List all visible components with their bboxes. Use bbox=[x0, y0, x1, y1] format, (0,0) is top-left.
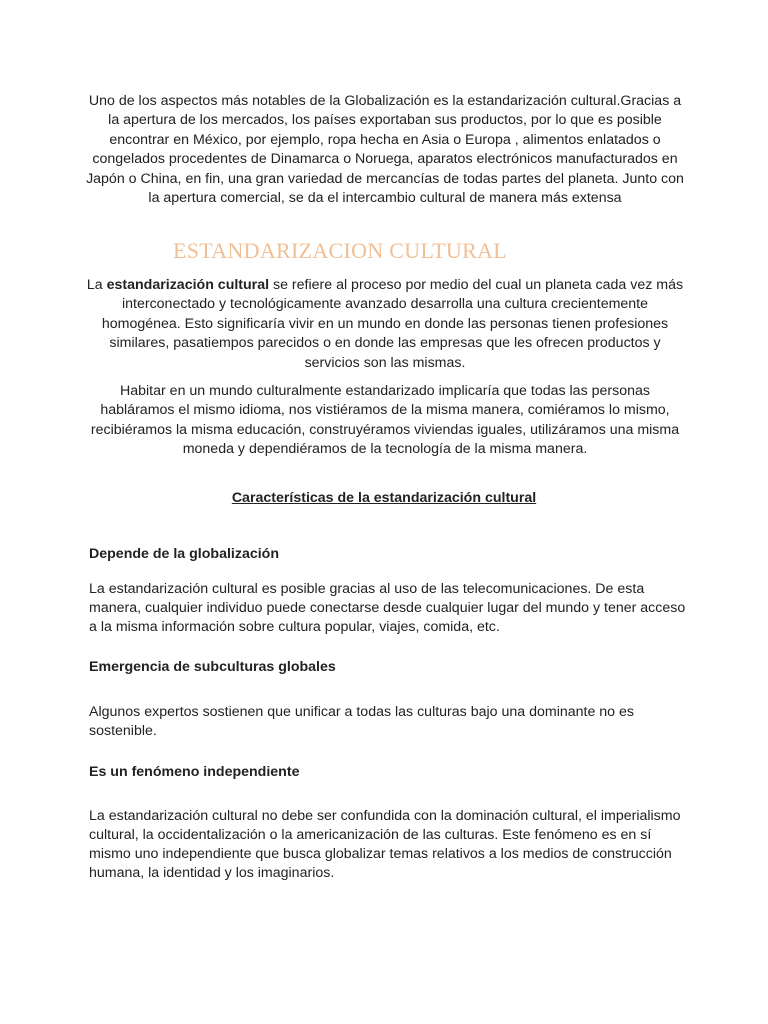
section-heading: Emergencia de subculturas globales bbox=[89, 659, 336, 675]
section-body: Algunos expertos sostienen que unificar a todas las culturas bajo una dominante no es sostenible. bbox=[89, 704, 634, 739]
section-body: La estandarización cultural es posible gracias al uso de las telecomunicaciones. De esta manera, cualquier individuo puede conectarse desde cualquier lugar del mundo y tener acceso a la misma información sobre cultura popular, viajes, comida, etc. bbox=[89, 581, 686, 635]
definition-prefix: La bbox=[86, 277, 107, 293]
habitar-paragraph: Habitar en un mundo culturalmente estandarizado implicaría que todas las personas habláramos el mismo idioma, nos vistiéramos de la misma manera, comiéramos lo mismo, recibiéramos la misma educación, construyéramos viviendas iguales, utilizáramos una misma moneda y dependiéramos de la tecnología de la misma manera. bbox=[90, 383, 680, 458]
intro-paragraph: Uno de los aspectos más notables de la Globalización es la estandarización cultural.Gracias a la apertura de los mercados, los países exportaban sus productos, por lo que es posible encontrar en México, por ejemplo, ropa hecha en Asia o Europa , alimentos enlatados o congelados procedentes de Dinamarca o Noruega, aparatos electrónicos manufacturados en Japón o China, en fin, una gran variedad de mercancías de todas partes del planeta. Junto con la apertura comercial, se da el intercambio cultural de manera más extensa bbox=[86, 93, 684, 207]
definition-paragraph bbox=[85, 276, 685, 373]
section-title: ESTANDARIZACION CULTURAL bbox=[173, 238, 508, 263]
section-body: La estandarización cultural no debe ser confundida con la dominación cultural, el imperialismo cultural, la occidentalización o la americanización de las culturas. Este fenómeno es en sí mismo uno independiente que busca globalizar temas relativos a los medios de construcción humana, la identidad y los imaginarios. bbox=[89, 808, 681, 881]
section-heading: Es un fenómeno independiente bbox=[89, 764, 300, 780]
section-heading: Depende de la globalización bbox=[89, 546, 279, 562]
definition-bold-term: estandarización cultural bbox=[106, 277, 270, 293]
definition-rest: se refiere al proceso por medio del cual un planeta cada vez más interconectado y tecnológicamente avanzado desarrolla una cultura crecientemente homogénea. Esto significaría vivir en un mundo en donde las personas tienen profesiones similares, pasatiempos parecidos o en donde las empresas que les ofrecen productos y servicios son las mismas. bbox=[101, 277, 684, 371]
characteristics-title: Características de la estandarización cultural bbox=[231, 490, 537, 506]
